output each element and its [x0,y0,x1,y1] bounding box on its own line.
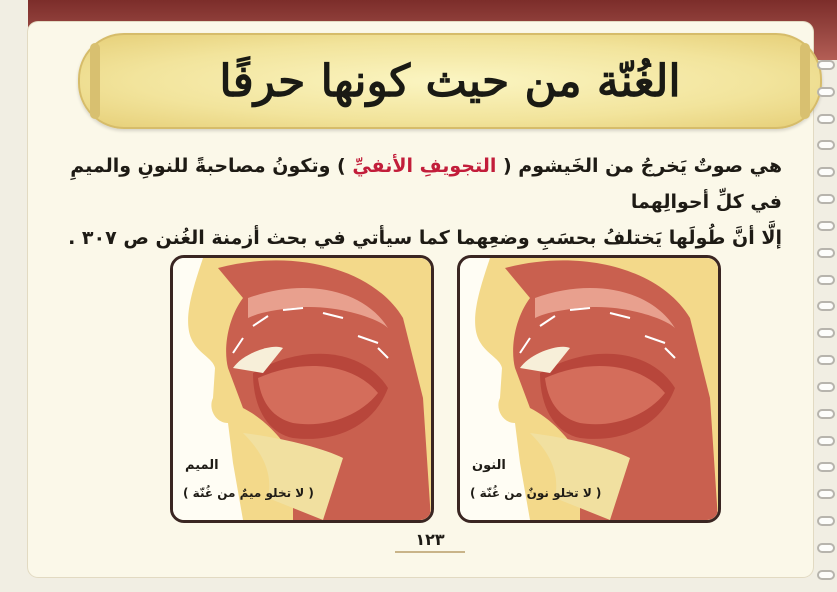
binder-ring-icon [817,409,835,419]
page-number: ١٢٣ [395,530,465,553]
title-plate [78,33,822,129]
binder-ring-icon [817,167,835,177]
binder-ring-icon [817,114,835,124]
nasal-cavity-diagram-icon [173,258,431,520]
binder-ring-icon [817,543,835,553]
binder-ring-icon [817,194,835,204]
highlighted-term: التجويفِ الأنفيِّ [352,155,497,177]
binder-ring-icon [817,489,835,499]
binder-ring-icon [817,462,835,472]
binder-ring-icon [817,301,835,311]
figure-note: ( لا تخلو نونٌ من غُنّة ) [470,486,602,500]
nasal-cavity-diagram-icon [460,258,718,520]
binder-ring-icon [817,275,835,285]
binder-ring-icon [817,516,835,526]
binder-ring-icon [817,436,835,446]
page-title: الغُنّة من حيث كونها حرفًا [219,55,681,107]
body-line-1-end: ) وتكونُ مصاحبةً للنونِ والميمِ في كلِّ أحوالِهما [70,155,782,213]
binder-ring-icon [817,60,835,70]
body-line-1 [62,148,782,220]
binder-ring-icon [817,570,835,580]
binder-ring-icon [817,87,835,97]
ring-binder [815,60,837,580]
binder-ring-icon [817,221,835,231]
body-text [62,148,782,256]
binder-ring-icon [817,328,835,338]
figure-caption: الميم [185,458,219,473]
binder-ring-icon [817,382,835,392]
body-line-1-start: هي صوتٌ يَخرجُ من الخَيشوم ( [496,155,782,177]
figure-note: ( لا تخلو ميمٌ من غُنّة ) [183,486,314,500]
binder-ring-icon [817,248,835,258]
figure-meem [170,255,434,523]
body-line-2: إلَّا أنَّ طُولَها يَختلفُ بحسَبِ وضعِهما كما سيأتي في بحث أزمنة الغُنن ص ٣٠٧ . [68,227,782,249]
binder-ring-icon [817,355,835,365]
binder-ring-icon [817,140,835,150]
figure-caption: النون [472,458,506,473]
figure-noon [457,255,721,523]
